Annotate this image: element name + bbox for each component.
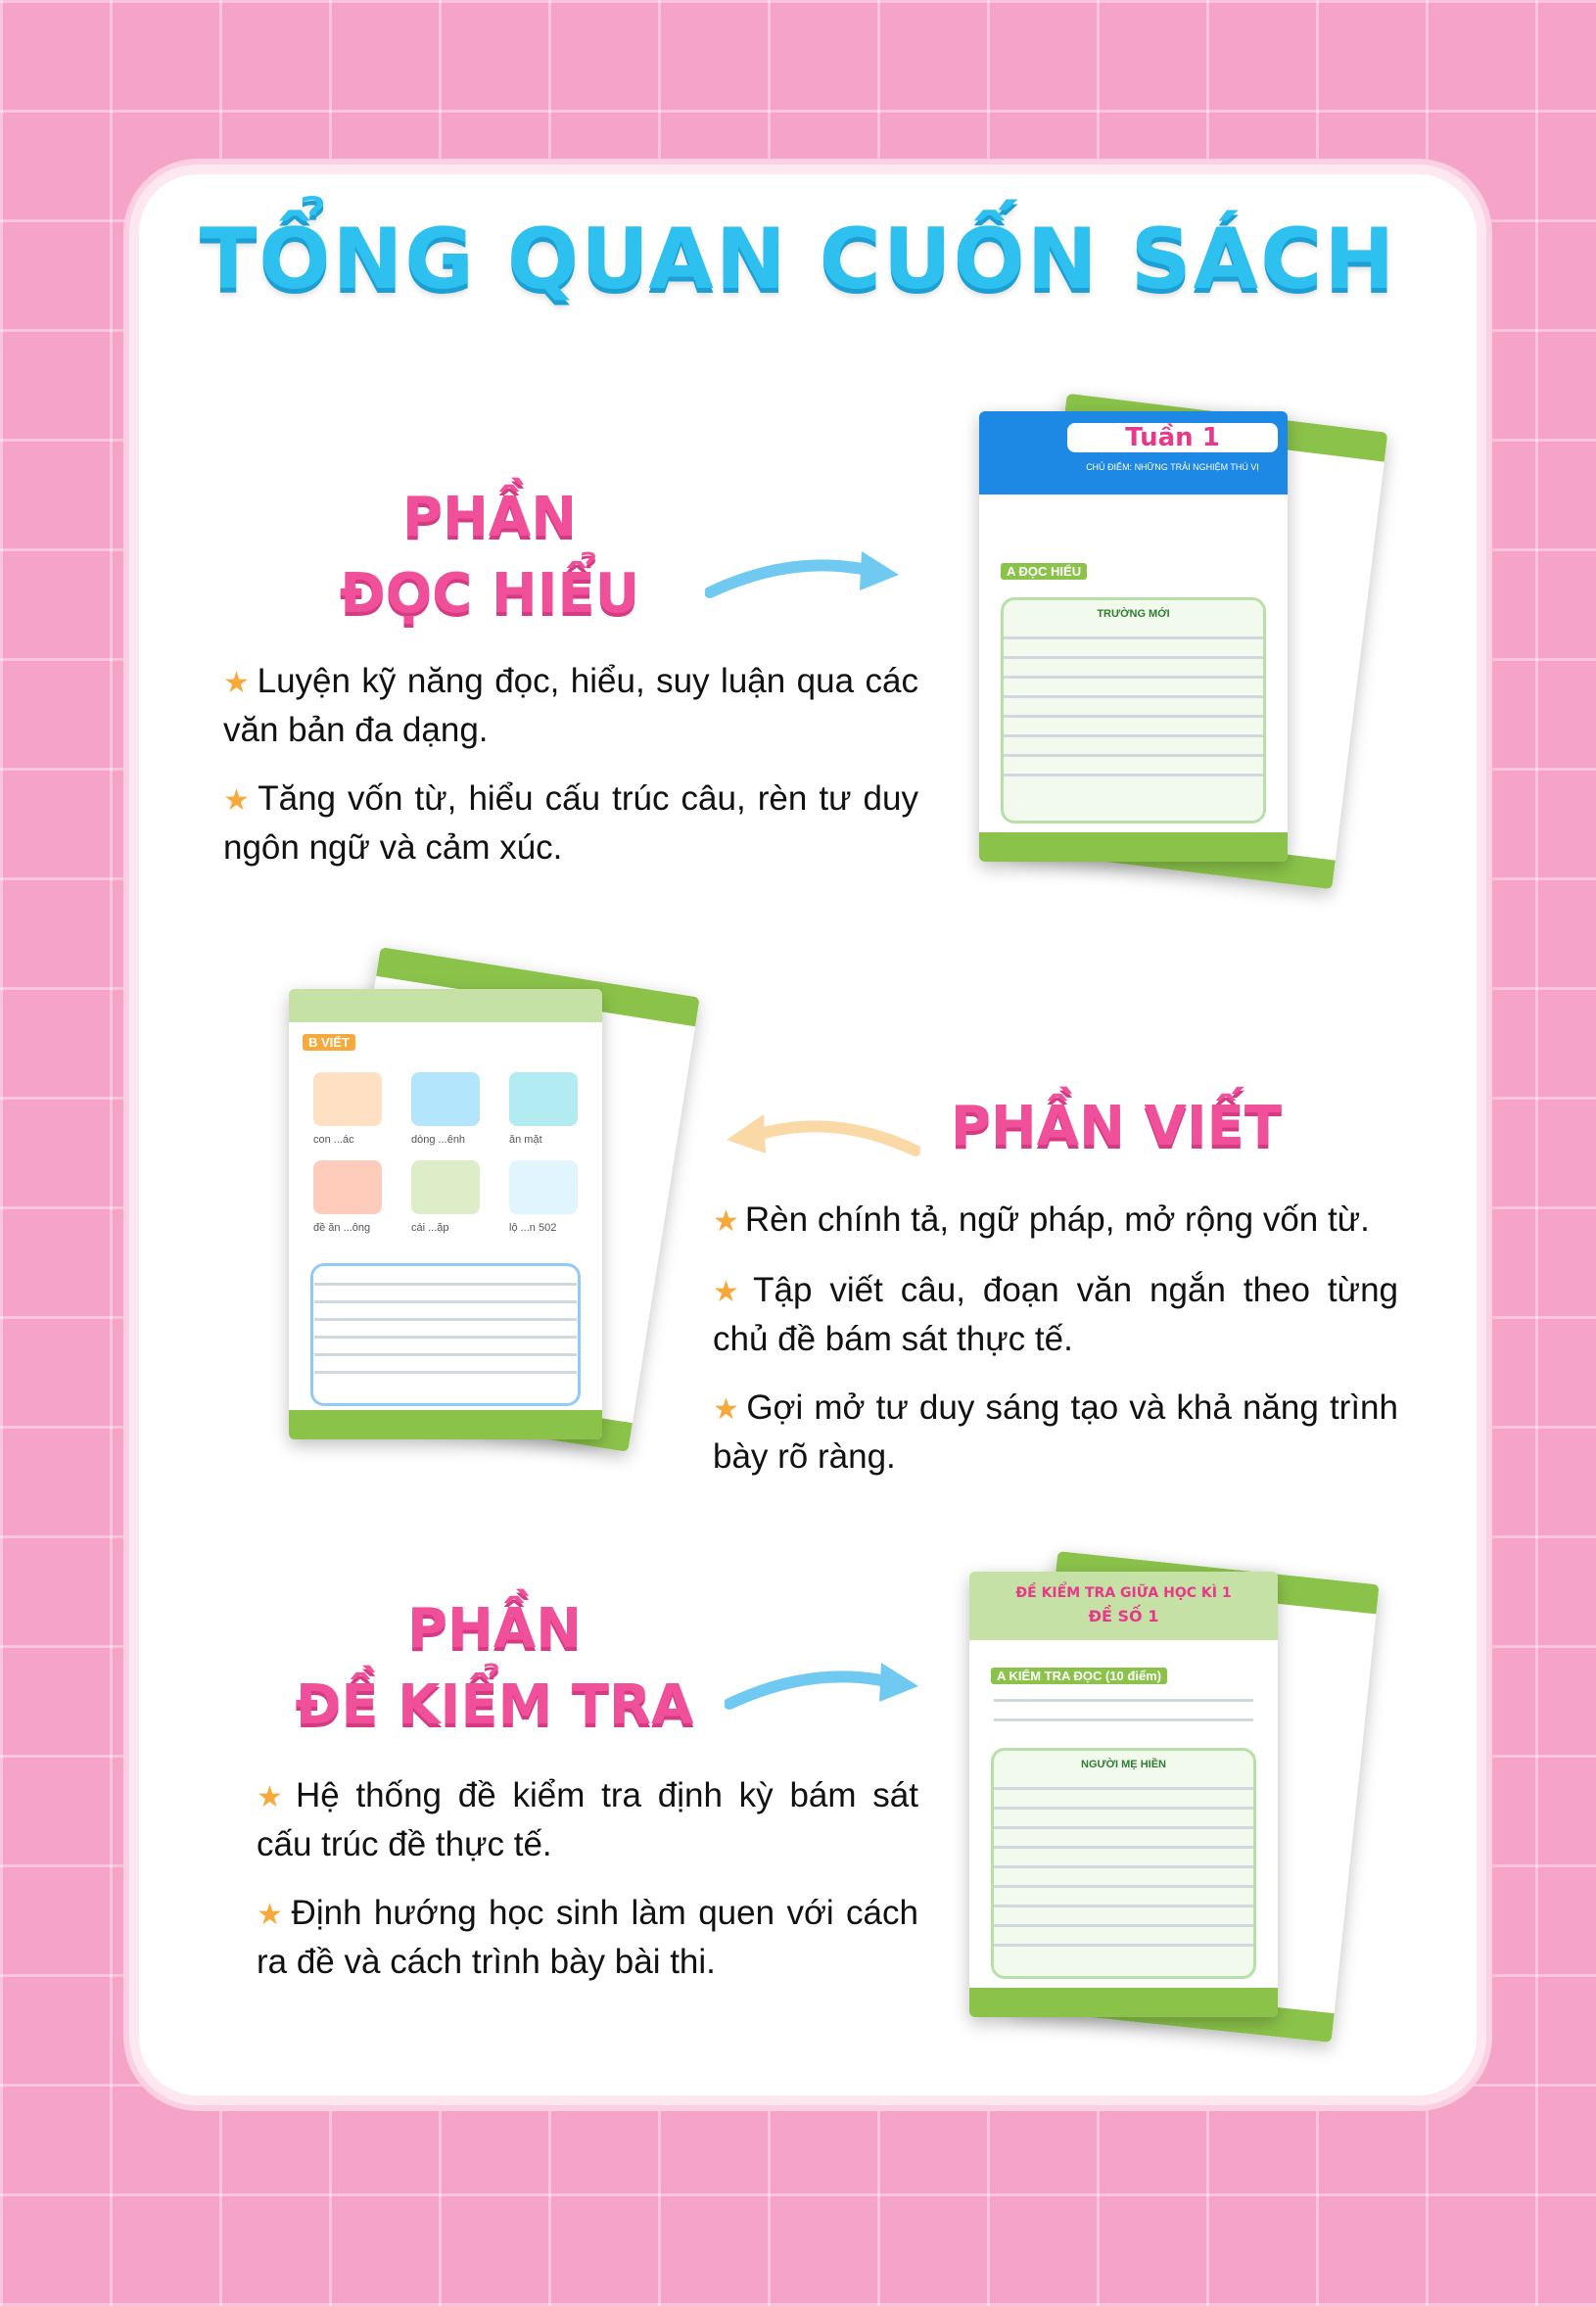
bullet-item: ★ Tăng vốn từ, hiểu cấu trúc câu, rèn tư duy ngôn ngữ và cảm xúc. xyxy=(223,779,918,867)
preview-section-tag: A ĐỌC HIỂU xyxy=(1001,563,1087,580)
arrow-left-icon xyxy=(725,1106,920,1165)
section-test-heading xyxy=(264,1591,725,1744)
bullet-item: ★ Rèn chính tả, ngữ pháp, mở rộng vốn từ. xyxy=(713,1200,1370,1239)
preview-week-title: Tuần 1 xyxy=(1067,423,1278,452)
bullet-item: ★ Luyện kỹ năng đọc, hiểu, suy luận qua các văn bản đa dạng. xyxy=(223,662,918,749)
picture-label: cái ...ặp xyxy=(411,1222,449,1234)
section-writing-heading: PHẦN VIẾT xyxy=(950,1095,1283,1158)
bullet-item: ★ Định hướng học sinh làm quen với cách ra đề và cách trình bày bài thi. xyxy=(257,1894,918,1981)
preview-writing-tag: B VIẾT xyxy=(303,1034,355,1051)
section-test-heading-line2: ĐỀ KIỂM TRA xyxy=(295,1673,694,1737)
star-icon: ★ xyxy=(713,1393,741,1426)
star-icon: ★ xyxy=(257,1899,286,1931)
preview-test-box-title: NGƯỜI MẸ HIỀN xyxy=(1081,1759,1166,1770)
preview-reading-box xyxy=(1001,597,1266,824)
section-reading-heading-line1: PHẦN xyxy=(401,486,578,549)
bullet-item: ★ Tập viết câu, đoạn văn ngắn theo từng chủ đề bám sát thực tế. xyxy=(713,1271,1398,1358)
bag-picture xyxy=(411,1160,480,1214)
picture-label: dòng ...ênh xyxy=(411,1134,466,1146)
section-reading-heading-line2: ĐỌC HIỂU xyxy=(339,562,640,626)
bullet-item: ★ Hệ thống đề kiểm tra định kỳ bám sát cấu trúc đề thực tế. xyxy=(257,1776,918,1863)
section-reading-heading xyxy=(294,480,685,633)
section-test-heading-line1: PHẦN xyxy=(406,1597,583,1661)
room-picture xyxy=(509,1160,578,1214)
preview-writing-page xyxy=(289,989,602,1439)
preview-week-subtitle: CHỦ ĐIỂM: NHỮNG TRẢI NGHIỆM THÚ VỊ xyxy=(1086,462,1259,472)
star-icon: ★ xyxy=(223,784,253,817)
section-test-bullets xyxy=(257,1772,918,2007)
preview-test-tag: A KIỂM TRA ĐỌC (10 điểm) xyxy=(991,1668,1167,1684)
preview-test-page xyxy=(969,1572,1278,2017)
bullet-item: ★ Gợi mở tư duy sáng tạo và khả năng trình bày rõ ràng. xyxy=(713,1388,1398,1476)
fox-picture xyxy=(313,1072,382,1126)
arrow-right-icon xyxy=(725,1655,920,1714)
preview-test-title-line1: ĐỀ KIỂM TRA GIỮA HỌC KÌ 1 xyxy=(1015,1585,1232,1601)
star-icon: ★ xyxy=(713,1205,739,1238)
river-picture xyxy=(411,1072,480,1126)
food-picture xyxy=(313,1160,382,1214)
picture-label: đề ăn ...ông xyxy=(313,1222,371,1234)
page-title: TỔNG QUAN CUỐN SÁCH xyxy=(199,211,1397,308)
preview-box-title: TRƯỜNG MỚI xyxy=(1097,608,1170,620)
preview-reading-page xyxy=(979,411,1288,862)
star-icon: ★ xyxy=(223,667,252,699)
star-icon: ★ xyxy=(257,1781,290,1813)
section-reading-bullets xyxy=(223,658,918,893)
arrow-right-icon xyxy=(705,543,901,602)
preview-test-title-line2: ĐỀ SỐ 1 xyxy=(1088,1607,1159,1625)
picture-label: lộ ...n 502 xyxy=(509,1222,557,1234)
star-icon: ★ xyxy=(713,1276,748,1308)
section-writing-bullets xyxy=(713,1197,1398,1502)
picture-label: ăn mặt xyxy=(509,1134,542,1146)
dandelion-picture xyxy=(509,1072,578,1126)
picture-label: con ...ác xyxy=(313,1134,354,1146)
